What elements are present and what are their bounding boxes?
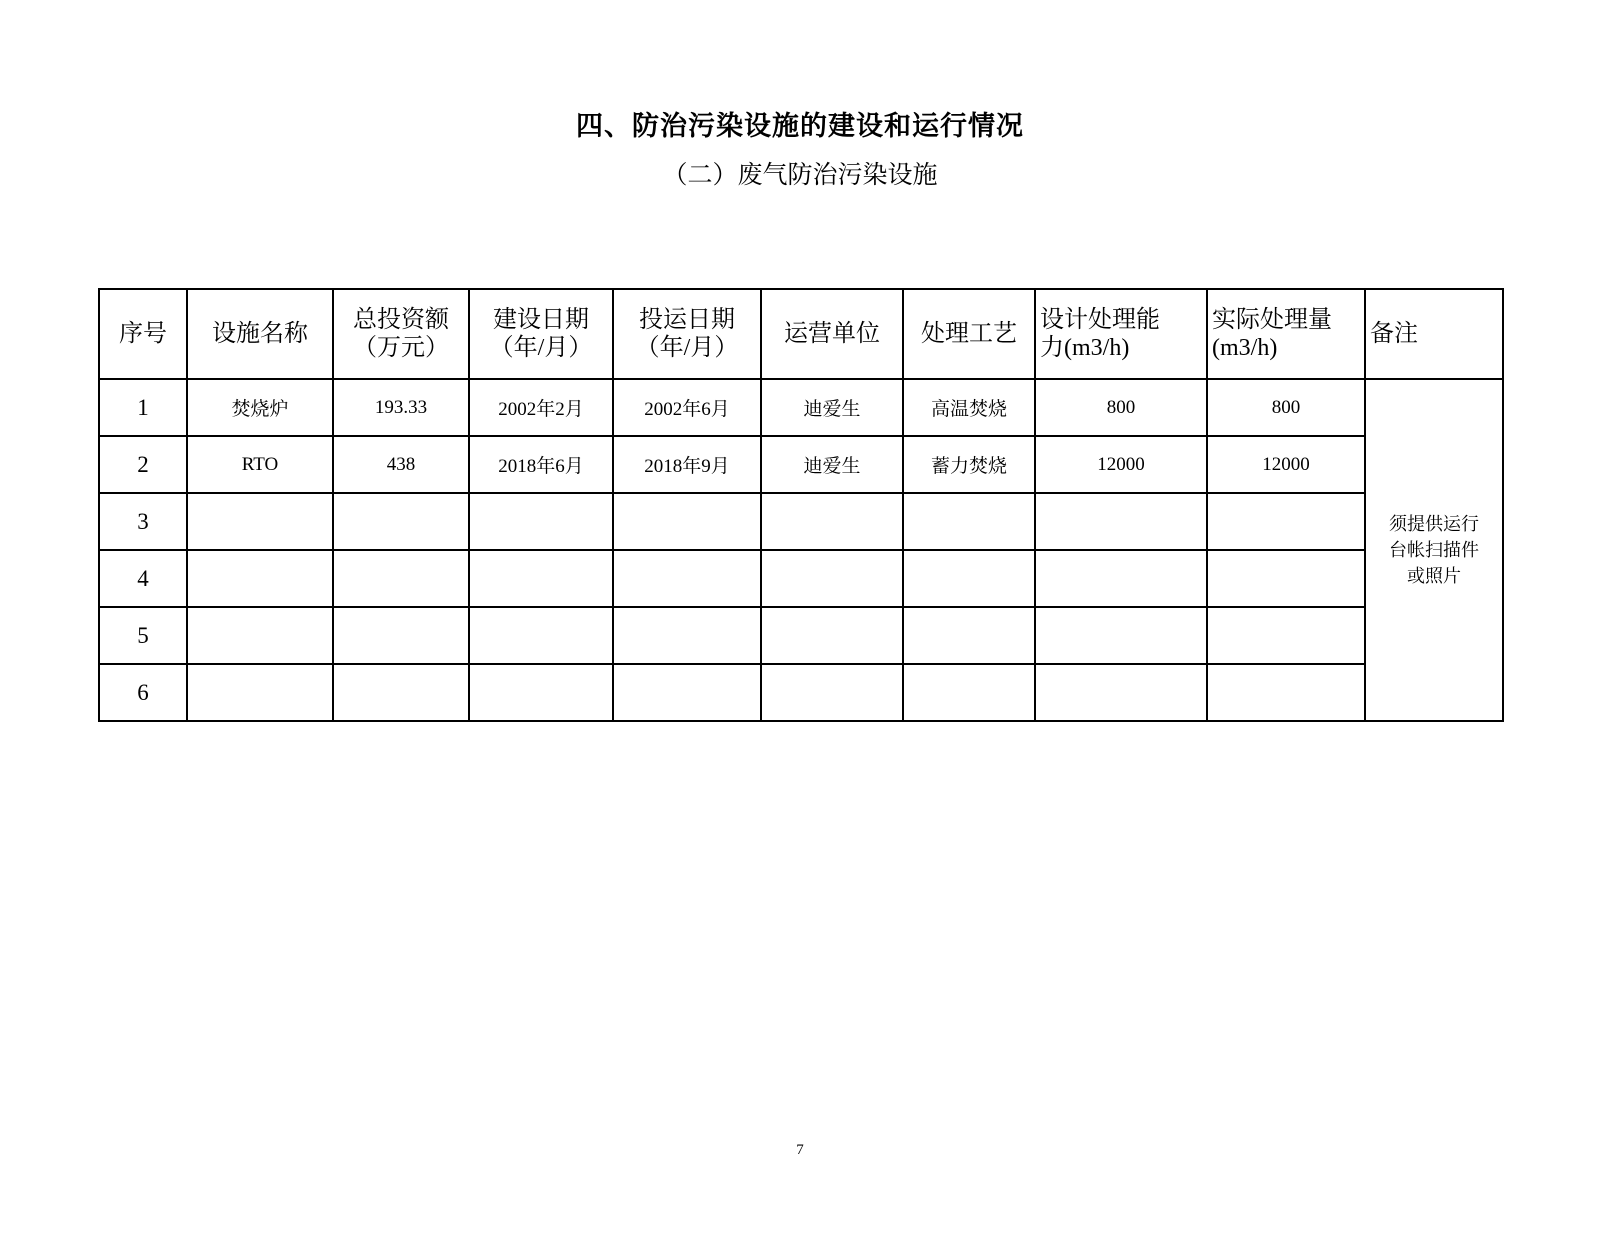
column-header-process	[903, 289, 1035, 379]
document-page	[0, 104, 1600, 1236]
cell-design-capacity	[1035, 607, 1207, 664]
cell-operator	[761, 664, 903, 721]
column-header-operator	[761, 289, 903, 379]
page-subtitle: （二）废气防治污染设施	[662, 162, 938, 189]
cell-operator: 迪爱生	[761, 436, 903, 493]
column-header-remark-line1: 备注	[1370, 320, 1418, 347]
cell-process	[903, 664, 1035, 721]
column-header-actual-capacity-line1: 实际处理量	[1212, 306, 1332, 333]
cell-facility-name: 焚烧炉	[187, 379, 333, 436]
column-header-operator-line1: 运营单位	[784, 320, 880, 347]
cell-design-capacity: 12000	[1035, 436, 1207, 493]
cell-actual-capacity	[1207, 664, 1365, 721]
cell-facility-name: RTO	[187, 436, 333, 493]
cell-build-date: 2002年2月	[469, 379, 613, 436]
cell-investment	[333, 664, 469, 721]
cell-index: 6	[99, 664, 187, 721]
column-header-build-date-line1: 建设日期	[493, 306, 589, 333]
cell-index: 1	[99, 379, 187, 436]
cell-operation-date: 2018年9月	[613, 436, 761, 493]
cell-index: 5	[99, 607, 187, 664]
column-header-actual-capacity	[1207, 289, 1365, 379]
cell-operator	[761, 607, 903, 664]
cell-investment	[333, 607, 469, 664]
facility-table-container	[98, 288, 1502, 722]
cell-design-capacity	[1035, 550, 1207, 607]
page-number: 7	[796, 1142, 804, 1158]
cell-build-date	[469, 493, 613, 550]
cell-design-capacity	[1035, 493, 1207, 550]
cell-investment	[333, 550, 469, 607]
column-header-investment-line1: 总投资额	[353, 306, 449, 333]
cell-process	[903, 607, 1035, 664]
column-header-design-capacity	[1035, 289, 1207, 379]
cell-actual-capacity	[1207, 550, 1365, 607]
table-row	[99, 436, 1503, 493]
table-row	[99, 664, 1503, 721]
cell-process	[903, 493, 1035, 550]
cell-operation-date	[613, 550, 761, 607]
column-header-design-capacity-line2: 力(m3/h)	[1040, 335, 1130, 361]
column-header-index	[99, 289, 187, 379]
column-header-index-line1: 序号	[119, 320, 167, 347]
remark-line1: 须提供运行	[1389, 513, 1479, 534]
cell-remark	[1365, 379, 1503, 721]
cell-process: 高温焚烧	[903, 379, 1035, 436]
cell-facility-name	[187, 664, 333, 721]
column-header-facility-name	[187, 289, 333, 379]
cell-operator	[761, 550, 903, 607]
cell-facility-name	[187, 493, 333, 550]
cell-design-capacity	[1035, 664, 1207, 721]
cell-operator: 迪爱生	[761, 379, 903, 436]
cell-build-date: 2018年6月	[469, 436, 613, 493]
cell-design-capacity: 800	[1035, 379, 1207, 436]
remark-line3: 或照片	[1407, 566, 1461, 587]
cell-build-date	[469, 664, 613, 721]
column-header-process-line1: 处理工艺	[921, 320, 1017, 347]
cell-build-date	[469, 550, 613, 607]
column-header-remark	[1365, 289, 1503, 379]
column-header-build-date	[469, 289, 613, 379]
cell-facility-name	[187, 550, 333, 607]
table-row	[99, 550, 1503, 607]
cell-index: 3	[99, 493, 187, 550]
column-header-operation-date-line1: 投运日期	[639, 306, 735, 333]
cell-investment	[333, 493, 469, 550]
column-header-investment	[333, 289, 469, 379]
column-header-facility-name-line1: 设施名称	[212, 320, 308, 347]
cell-actual-capacity: 12000	[1207, 436, 1365, 493]
column-header-build-date-line2: （年/月）	[489, 335, 593, 361]
column-header-actual-capacity-line2: (m3/h)	[1212, 335, 1278, 361]
column-header-operation-date	[613, 289, 761, 379]
table-row	[99, 379, 1503, 436]
cell-operation-date	[613, 493, 761, 550]
cell-facility-name	[187, 607, 333, 664]
column-header-investment-line2: （万元）	[353, 335, 449, 361]
cell-process: 蓄力焚烧	[903, 436, 1035, 493]
page-title: 四、防治污染设施的建设和运行情况	[576, 111, 1024, 142]
table-row	[99, 607, 1503, 664]
cell-actual-capacity: 800	[1207, 379, 1365, 436]
air-pollution-facility-table	[98, 288, 1504, 722]
cell-investment: 193.33	[333, 379, 469, 436]
cell-operation-date: 2002年6月	[613, 379, 761, 436]
table-header	[99, 289, 1503, 379]
cell-index: 4	[99, 550, 187, 607]
cell-actual-capacity	[1207, 493, 1365, 550]
table-body	[99, 379, 1503, 721]
remark-line2: 台帐扫描件	[1389, 539, 1479, 560]
cell-operation-date	[613, 607, 761, 664]
cell-index: 2	[99, 436, 187, 493]
cell-operator	[761, 493, 903, 550]
cell-investment: 438	[333, 436, 469, 493]
table-header-row	[99, 289, 1503, 379]
cell-build-date	[469, 607, 613, 664]
cell-process	[903, 550, 1035, 607]
column-header-design-capacity-line1: 设计处理能	[1040, 306, 1160, 333]
cell-actual-capacity	[1207, 607, 1365, 664]
table-row	[99, 493, 1503, 550]
cell-operation-date	[613, 664, 761, 721]
column-header-operation-date-line2: （年/月）	[635, 335, 739, 361]
